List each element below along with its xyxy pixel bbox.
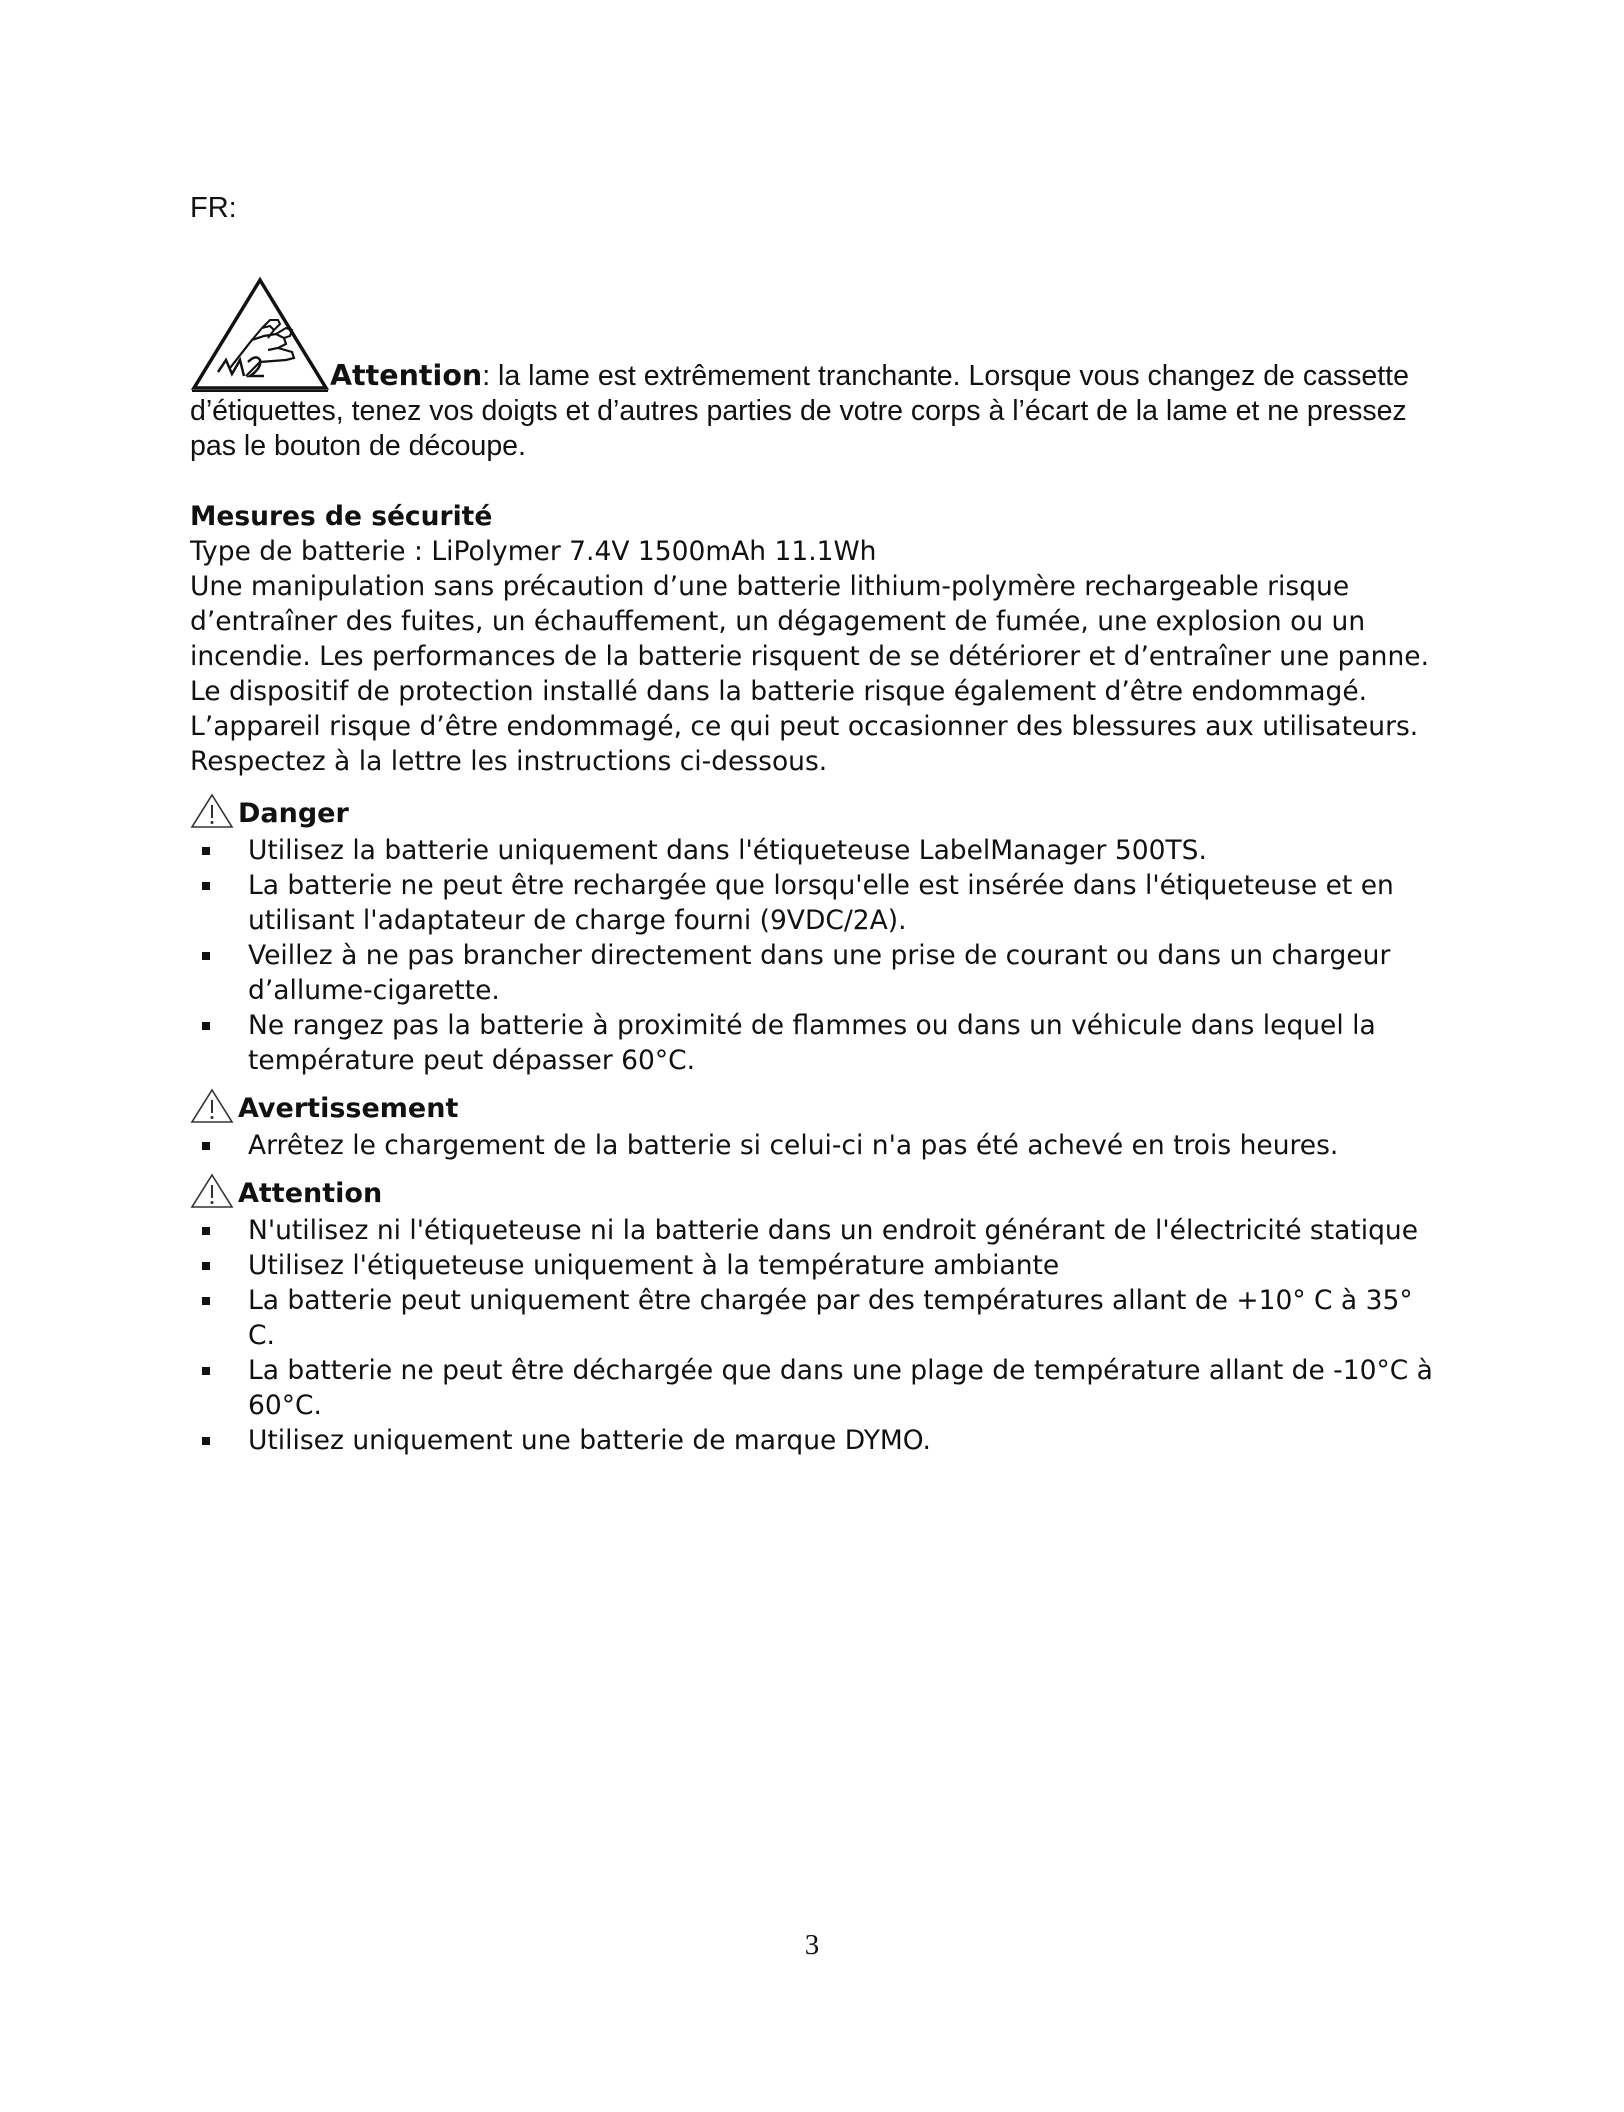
list-item: La batterie peut uniquement être chargée par des températures allant de +10° C à 35° C. (190, 1283, 1440, 1353)
list-item: Utilisez l'étiqueteuse uniquement à la température ambiante (190, 1248, 1440, 1283)
list-item: La batterie ne peut être déchargée que dans une plage de température allant de -10°C à 60°C. (190, 1353, 1440, 1423)
blade-warning (190, 276, 1440, 464)
list-item: Ne rangez pas la batterie à proximité de flammes ou dans un véhicule dans lequel la température peut dépasser 60°C. (190, 1008, 1440, 1078)
list-item: N'utilisez ni l'étiqueteuse ni la batterie dans un endroit générant de l'électricité statique (190, 1213, 1440, 1248)
avertissement-heading (190, 1088, 1440, 1124)
warning-triangle-icon (190, 1088, 234, 1124)
list-item: La batterie ne peut être rechargée que lorsqu'elle est insérée dans l'étiqueteuse et en utilisant l'adaptateur de charge fourni (9VDC/2A). (190, 868, 1440, 938)
list-item: Veillez à ne pas brancher directement dans une prise de courant ou dans un chargeur d’allume-cigarette. (190, 938, 1440, 1008)
avertissement-list (190, 1128, 1440, 1163)
attention-list (190, 1213, 1440, 1458)
warning-triangle-icon (190, 793, 234, 829)
safety-title: Mesures de sécurité (190, 501, 493, 532)
avertissement-title: Avertissement (238, 1093, 459, 1124)
danger-heading (190, 793, 1440, 829)
blade-hand-warning-icon (190, 276, 330, 394)
warning-triangle-icon (190, 1173, 234, 1209)
list-item: Utilisez uniquement une batterie de marque DYMO. (190, 1423, 1440, 1458)
attention-title: Attention (238, 1178, 383, 1209)
avertissement-section (190, 1088, 1440, 1163)
page-content (190, 190, 1440, 1458)
safety-section (190, 499, 1440, 1458)
safety-intro: Une manipulation sans précaution d’une batterie lithium-polymère rechargeable risque d’entraîner des fuites, un échauffement, un dégagement de fumée, une explosion ou un incendie. Les performances de la batterie risquent de se détériorer et d’entraîner une panne. Le dispositif de protection installé dans la batterie risque également d’être endommagé. L’appareil risque d’être endommagé, ce qui peut occasionner des blessures aux utilisateurs. Respectez à la lettre les instructions ci-dessous. (190, 571, 1430, 777)
list-item: Utilisez la batterie uniquement dans l'étiqueteuse LabelManager 500TS. (190, 833, 1440, 868)
list-item: Arrêtez le chargement de la batterie si celui-ci n'a pas été achevé en trois heures. (190, 1128, 1440, 1163)
danger-list (190, 833, 1440, 1078)
blade-warning-text: : la lame est extrêmement tranchante. Lorsque vous changez de cassette d’étiquettes, tenez vos doigts et d’autres parties de votre corps à l’écart de la lame et ne pressez pas le bouton de découpe. (190, 360, 1409, 462)
danger-section (190, 793, 1440, 1078)
danger-title: Danger (238, 798, 349, 829)
blade-warning-label: Attention (330, 359, 483, 392)
battery-type: Type de batterie : LiPolymer 7.4V 1500mAh 11.1Wh (190, 536, 877, 567)
language-label: FR: (190, 192, 237, 224)
attention-heading (190, 1173, 1440, 1209)
attention-section (190, 1173, 1440, 1458)
page-number: 3 (804, 1929, 820, 1961)
